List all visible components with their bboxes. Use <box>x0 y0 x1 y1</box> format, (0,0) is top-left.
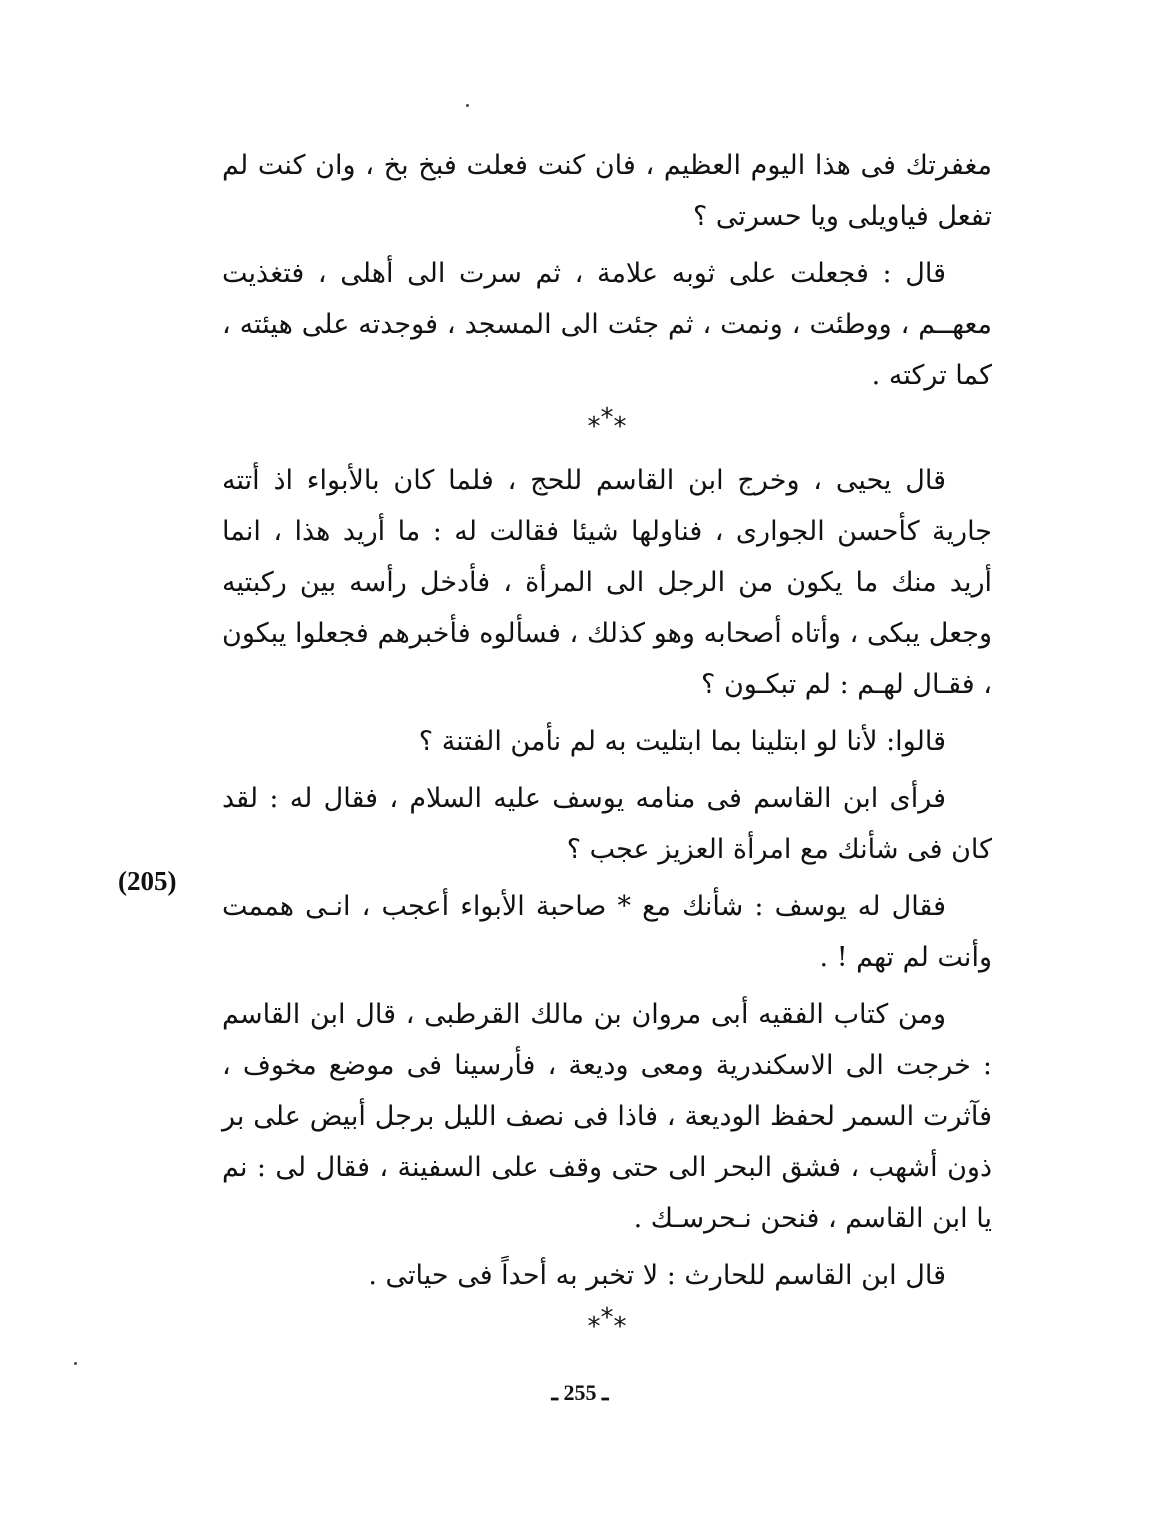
separator-star: * <box>600 1303 614 1333</box>
separator-star: * <box>587 412 601 442</box>
paragraph-6: فقال له يوسف : شأنك مع * صاحبة الأبواء أعجب ، انـى هممت وأنت لم تهم ! . <box>222 891 992 973</box>
margin-folio-number: (205) <box>118 866 177 896</box>
separator-star: * <box>587 1312 601 1342</box>
paragraph-8: قال ابن القاسم للحارث : لا تخبر به أحداً فى حياتى . <box>368 1260 946 1291</box>
paragraph-2: قال : فجعلت على ثوبه علامة ، ثم سرت الى أهلى ، فتغذيت معهــم ، ووطئت ، ونمت ، ثم جئت الى المسجد ، فوجدته على هيئته ، كما تركته . <box>222 258 992 391</box>
paragraph-5: فرأى ابن القاسم فى منامه يوسف عليه السلام ، فقال له : لقد كان فى شأنك مع امرأة العزيز عجب ؟ <box>222 783 992 865</box>
separator-star: * <box>600 403 614 433</box>
body-text <box>222 140 992 1355</box>
paragraph-7: ومن كتاب الفقيه أبى مروان بن مالك القرطبى ، قال ابن القاسم : خرجت الى الاسكندرية ومعى وديعة ، فأرسينا فى موضع مخوف ، فآثرت السمر لحفظ الوديعة ، فاذا فى نصف الليل برجل أبيض على بر ذون أشهب ، فشق البحر الى حتى وقف على السفينة ، فقال لى : نم يا ابن القاسم ، فنحن نـحرسـك . <box>222 999 993 1234</box>
page-number: ـ 255 ـ <box>551 1380 609 1405</box>
speck <box>466 104 469 107</box>
speck <box>74 1362 77 1365</box>
paragraph-4: قالوا: لأنا لو ابتلينا بما ابتليت به لم نأمن الفتنة ؟ <box>418 726 946 757</box>
separator-star: * <box>613 1312 627 1342</box>
paragraph-3: قال يحيى ، وخرج ابن القاسم للحج ، فلما كان بالأبواء اذ أتته جارية كأحسن الجوارى ، فناولها شيئا فقالت له : ما أريد هذا ، انما أريد منك ما يكون من الرجل الى المرأة ، فأدخل رأسه بين ركبتيه وجعل يبكى ، وأتاه أصحابه وهو كذلك ، فسألوه فأخبرهم فجعلوا يبكون ، فقـال لهـم : لم تبكـون ؟ <box>222 465 992 700</box>
section-separator <box>222 403 992 447</box>
paragraph-1: مغفرتك فى هذا اليوم العظيم ، فان كنت فعلت فبخ بخ ، وان كنت لم تفعل فياويلى ويا حسرتى ؟ <box>222 150 992 232</box>
section-separator <box>222 1303 992 1347</box>
separator-star: * <box>613 412 627 442</box>
